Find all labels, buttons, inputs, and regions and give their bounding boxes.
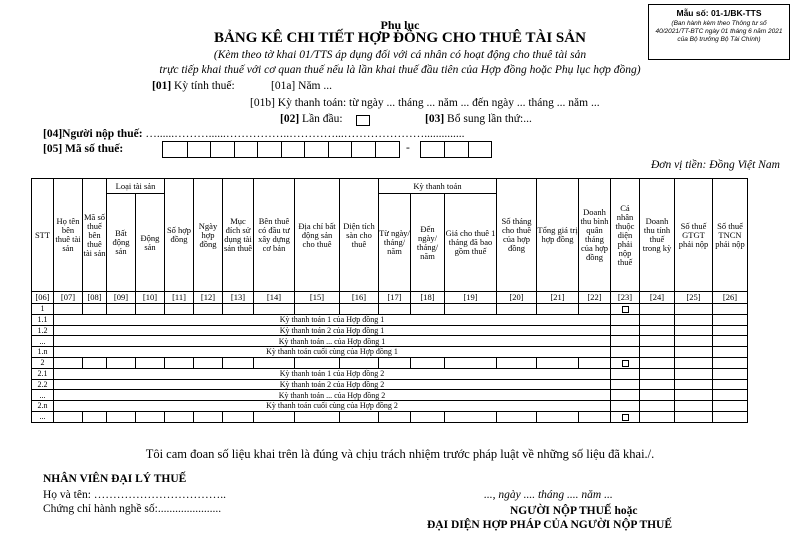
table-cell[interactable] (537, 411, 579, 422)
table-cell[interactable] (713, 347, 748, 358)
page-title: BẢNG KÊ CHI TIẾT HỢP ĐỒNG CHO THUÊ TÀI SẢN (214, 30, 586, 46)
col-number: [11] (165, 292, 194, 304)
table-cell[interactable] (136, 411, 165, 422)
table-cell[interactable] (713, 411, 748, 422)
col-header-stt: STT (32, 179, 54, 292)
table-cell[interactable] (713, 304, 748, 315)
field-02-label: Lần đầu: (302, 113, 343, 125)
row-stt: ... (32, 390, 54, 401)
table-cell[interactable] (537, 357, 579, 368)
col-number: [23] (611, 292, 640, 304)
tax-code-main-input[interactable] (162, 141, 400, 158)
table-row-payment (32, 347, 748, 358)
table-cell[interactable] (579, 304, 611, 315)
table-cell[interactable] (254, 411, 295, 422)
table-cell[interactable] (165, 411, 194, 422)
taxable-checkbox-cell[interactable] (611, 357, 640, 368)
contract-detail-table (31, 178, 748, 423)
table-cell[interactable] (379, 357, 411, 368)
table-cell[interactable] (675, 357, 713, 368)
tax-code-branch-input[interactable] (420, 141, 492, 158)
table-row-payment (32, 390, 748, 401)
row-payment-label: Kỳ thanh toán ... của Hợp đồng 2 (54, 390, 611, 401)
field-05-code: [05] (43, 143, 63, 155)
table-cell[interactable] (611, 368, 640, 379)
table-cell[interactable] (640, 368, 675, 379)
table-cell[interactable] (254, 304, 295, 315)
table-cell[interactable] (579, 357, 611, 368)
table-cell[interactable] (445, 357, 497, 368)
table-cell[interactable] (54, 304, 83, 315)
table-cell[interactable] (675, 390, 713, 401)
row-stt: 1.1 (32, 314, 54, 325)
table-cell[interactable] (611, 314, 640, 325)
table-cell[interactable] (445, 411, 497, 422)
row-payment-label: Kỳ thanh toán 1 của Hợp đồng 1 (54, 314, 611, 325)
col-header-contract-value: Tổng giá trị hợp đồng (537, 179, 579, 292)
table-cell[interactable] (713, 314, 748, 325)
col-number: [22] (579, 292, 611, 304)
table-cell[interactable] (579, 411, 611, 422)
table-cell[interactable] (107, 304, 136, 315)
col-number: [16] (340, 292, 379, 304)
field-02-code: [02] (280, 113, 300, 125)
field-05 (43, 143, 123, 155)
col-number: [15] (295, 292, 340, 304)
table-cell[interactable] (675, 368, 713, 379)
subtitle-line-2: trực tiếp khai thuế với cơ quan thuế nếu là lần khai thuế đầu tiên của Hợp đồng hoặc Phụ lục hợp đồng) (159, 64, 641, 76)
table-cell[interactable] (194, 304, 223, 315)
table-cell[interactable] (675, 401, 713, 412)
table-cell[interactable] (165, 304, 194, 315)
row-stt: 2.2 (32, 379, 54, 390)
col-number: [17] (379, 292, 411, 304)
col-header-real-estate: Bất động sản (107, 194, 136, 292)
col-header-floor-area: Diện tích sàn cho thuê (340, 179, 379, 292)
table-cell[interactable] (640, 357, 675, 368)
tax-code-dash: - (406, 142, 410, 154)
col-number: [10] (136, 292, 165, 304)
table-cell[interactable] (136, 357, 165, 368)
field-01 (152, 80, 235, 92)
col-header-property-address: Địa chỉ bất động sản cho thuê (295, 179, 340, 292)
field-04-label: Người nộp thuế: (62, 128, 143, 140)
table-cell[interactable] (713, 357, 748, 368)
row-stt: 1.n (32, 347, 54, 358)
row-stt: 1.2 (32, 325, 54, 336)
table-cell[interactable] (411, 304, 445, 315)
table-cell[interactable] (675, 336, 713, 347)
table-cell[interactable] (107, 357, 136, 368)
row-payment-label: Kỳ thanh toán 2 của Hợp đồng 2 (54, 379, 611, 390)
agent-title: NHÂN VIÊN ĐẠI LÝ THUẾ (43, 473, 187, 485)
table-cell[interactable] (340, 357, 379, 368)
col-header-usage-purpose: Mục đích sử dụng tài sản thuê (223, 179, 254, 292)
row-stt: 2.n (32, 401, 54, 412)
row-payment-label: Kỳ thanh toán 1 của Hợp đồng 2 (54, 368, 611, 379)
table-cell[interactable] (223, 357, 254, 368)
first-time-checkbox[interactable] (356, 115, 370, 126)
col-number: [08] (83, 292, 107, 304)
col-header-to-date: Đến ngày/ tháng/ năm (411, 194, 445, 292)
table-cell[interactable] (675, 347, 713, 358)
col-header-taxable-revenue: Doanh thu tính thuế trong kỳ (640, 179, 675, 292)
table-row-payment (32, 336, 748, 347)
col-header-from-date: Từ ngày/ tháng/ năm (379, 194, 411, 292)
field-04[interactable] (43, 128, 465, 140)
col-number: [07] (54, 292, 83, 304)
table-cell[interactable] (254, 357, 295, 368)
row-stt: ... (32, 411, 54, 422)
table-row-payment (32, 325, 748, 336)
table-cell[interactable] (165, 357, 194, 368)
table-cell[interactable] (611, 336, 640, 347)
table-cell[interactable] (713, 325, 748, 336)
col-header-lessee-tax-code: Mã số thuế bên thuê tài sản (83, 179, 107, 292)
col-number: [06] (32, 292, 54, 304)
table-cell[interactable] (194, 411, 223, 422)
field-01a[interactable]: [01a] Năm ... (271, 80, 332, 92)
taxable-checkbox-cell[interactable] (611, 411, 640, 422)
table-row-payment (32, 314, 748, 325)
table-cell[interactable] (295, 357, 340, 368)
row-payment-label: Kỳ thanh toán cuối cùng của Hợp đồng 1 (54, 347, 611, 358)
field-04-code: [04] (43, 128, 63, 140)
table-cell[interactable] (611, 390, 640, 401)
table-cell[interactable] (640, 347, 675, 358)
row-payment-label: Kỳ thanh toán 2 của Hợp đồng 1 (54, 325, 611, 336)
col-number: [24] (640, 292, 675, 304)
table-row-contract (32, 411, 748, 422)
table-cell[interactable] (611, 379, 640, 390)
table-cell[interactable] (295, 304, 340, 315)
table-cell[interactable] (83, 304, 107, 315)
table-cell[interactable] (54, 357, 83, 368)
field-03-label: Bổ sung lần thứ:... (447, 113, 532, 125)
agent-name-line[interactable]: Họ và tên: …………………………….. (43, 489, 227, 501)
taxable-checkbox-cell[interactable] (611, 304, 640, 315)
table-cell[interactable] (713, 390, 748, 401)
table-cell[interactable] (640, 401, 675, 412)
table-cell[interactable] (340, 411, 379, 422)
table-cell[interactable] (83, 357, 107, 368)
row-payment-label: Kỳ thanh toán ... của Hợp đồng 1 (54, 336, 611, 347)
table-cell[interactable] (640, 336, 675, 347)
table-cell[interactable] (379, 411, 411, 422)
col-number: [12] (194, 292, 223, 304)
table-cell[interactable] (640, 314, 675, 325)
table-cell[interactable] (497, 411, 537, 422)
table-cell[interactable] (497, 304, 537, 315)
checkbox-icon[interactable] (622, 414, 629, 421)
field-05-label: Mã số thuế: (65, 143, 124, 155)
commitment-statement: Tôi cam đoan số liệu khai trên là đúng và chịu trách nhiệm trước pháp luật về những số liệu đã khai./. (145, 447, 655, 461)
table-cell[interactable] (223, 304, 254, 315)
form-code: Mẫu số: 01-1/BK-TTS (676, 8, 762, 18)
form-legal-note: (Ban hành kèm theo Thông tư số 40/2021/TT-BTC ngày 01 tháng 6 năm 2021 của Bộ trưởng Bộ Tài Chính) (655, 20, 783, 43)
col-header-pit-payable: Số thuế TNCN phải nộp (713, 179, 748, 292)
field-02 (280, 113, 343, 125)
row-stt: 2.1 (32, 368, 54, 379)
table-cell[interactable] (379, 304, 411, 315)
table-row-payment (32, 368, 748, 379)
table-cell[interactable] (640, 325, 675, 336)
col-number: [13] (223, 292, 254, 304)
sign-date-line[interactable]: ..., ngày .... tháng .... năm ... (484, 489, 613, 501)
subtitle-line-1: (Kèm theo tờ khai 01/TTS áp dụng đối với cá nhân có hoạt động cho thuê tài sản (213, 49, 587, 61)
taxpayer-title-1: NGƯỜI NỘP THUẾ hoặc (510, 505, 638, 517)
col-number: [19] (445, 292, 497, 304)
table-cell[interactable] (340, 304, 379, 315)
table-cell[interactable] (411, 357, 445, 368)
col-header-lease-months: Số tháng cho thuê của hợp đồng (497, 179, 537, 292)
field-01-code: [01] (152, 80, 172, 92)
table-cell[interactable] (640, 304, 675, 315)
appendix-label: Phụ lục (380, 18, 420, 32)
col-number: [18] (411, 292, 445, 304)
table-cell[interactable] (497, 357, 537, 368)
table-cell[interactable] (611, 347, 640, 358)
table-cell[interactable] (295, 411, 340, 422)
table-cell[interactable] (713, 401, 748, 412)
table-cell[interactable] (194, 357, 223, 368)
table-cell[interactable] (411, 411, 445, 422)
table-cell[interactable] (675, 304, 713, 315)
table-cell[interactable] (675, 379, 713, 390)
col-header-construction-investment: Bên thuê có đầu tư xây dựng cơ bản (254, 179, 295, 292)
col-header-monthly-price: Giá cho thuê 1 tháng đã bao gồm thuế (445, 194, 497, 292)
currency-unit: Đơn vị tiền: Đồng Việt Nam (651, 159, 780, 171)
table-cell[interactable] (611, 401, 640, 412)
table-cell[interactable] (107, 411, 136, 422)
col-header-contract-no: Số hợp đồng (165, 179, 194, 292)
taxpayer-name-dots: …......………......……………..…………...………………….............. (145, 128, 465, 140)
table-row-payment (32, 379, 748, 390)
table-cell[interactable] (640, 390, 675, 401)
row-stt: 2 (32, 357, 54, 368)
field-03-code: [03] (425, 113, 445, 125)
col-number: [25] (675, 292, 713, 304)
col-header-vat-payable: Số thuế GTGT phải nộp (675, 179, 713, 292)
table-cell[interactable] (136, 304, 165, 315)
table-cell[interactable] (54, 411, 83, 422)
col-header-contract-date: Ngày hợp đồng (194, 179, 223, 292)
table-cell[interactable] (713, 336, 748, 347)
field-01-label: Kỳ tính thuế: (174, 80, 235, 92)
field-03[interactable] (425, 113, 532, 125)
col-number: [26] (713, 292, 748, 304)
col-header-avg-monthly-revenue: Doanh thu bình quân tháng của hợp đồng (579, 179, 611, 292)
table-cell[interactable] (223, 411, 254, 422)
field-01b[interactable]: [01b] Kỳ thanh toán: từ ngày ... tháng ... năm ... đến ngày ... tháng ... năm ... (250, 97, 600, 109)
table-row-contract (32, 304, 748, 315)
table-cell[interactable] (675, 411, 713, 422)
col-header-movable-asset: Động sản (136, 194, 165, 292)
col-number: [14] (254, 292, 295, 304)
table-cell[interactable] (640, 379, 675, 390)
row-stt: 1 (32, 304, 54, 315)
table-cell[interactable] (537, 304, 579, 315)
taxpayer-title-2: ĐẠI DIỆN HỢP PHÁP CỦA NGƯỜI NỘP THUẾ (427, 519, 673, 531)
col-header-asset-type: Loại tài sản (107, 179, 165, 194)
table-cell[interactable] (713, 368, 748, 379)
table-cell[interactable] (640, 411, 675, 422)
table-cell[interactable] (713, 379, 748, 390)
row-payment-label: Kỳ thanh toán cuối cùng của Hợp đồng 2 (54, 401, 611, 412)
table-row-payment (32, 401, 748, 412)
table-cell[interactable] (83, 411, 107, 422)
checkbox-icon[interactable] (622, 306, 629, 313)
agent-cert-line[interactable]: Chứng chỉ hành nghề số:...................... (43, 503, 222, 515)
checkbox-icon[interactable] (622, 360, 629, 367)
table-cell[interactable] (675, 325, 713, 336)
table-cell[interactable] (445, 304, 497, 315)
table-cell[interactable] (611, 325, 640, 336)
col-number: [21] (537, 292, 579, 304)
col-number: [20] (497, 292, 537, 304)
col-header-lessee-name: Họ tên bên thuê tài sản (54, 179, 83, 292)
col-header-payment-period: Kỳ thanh toán (379, 179, 497, 194)
table-row-contract (32, 357, 748, 368)
row-stt: ... (32, 336, 54, 347)
col-number: [09] (107, 292, 136, 304)
col-header-taxable-individual: Cá nhân thuộc diện phải nộp thuế (611, 179, 640, 292)
table-cell[interactable] (675, 314, 713, 325)
